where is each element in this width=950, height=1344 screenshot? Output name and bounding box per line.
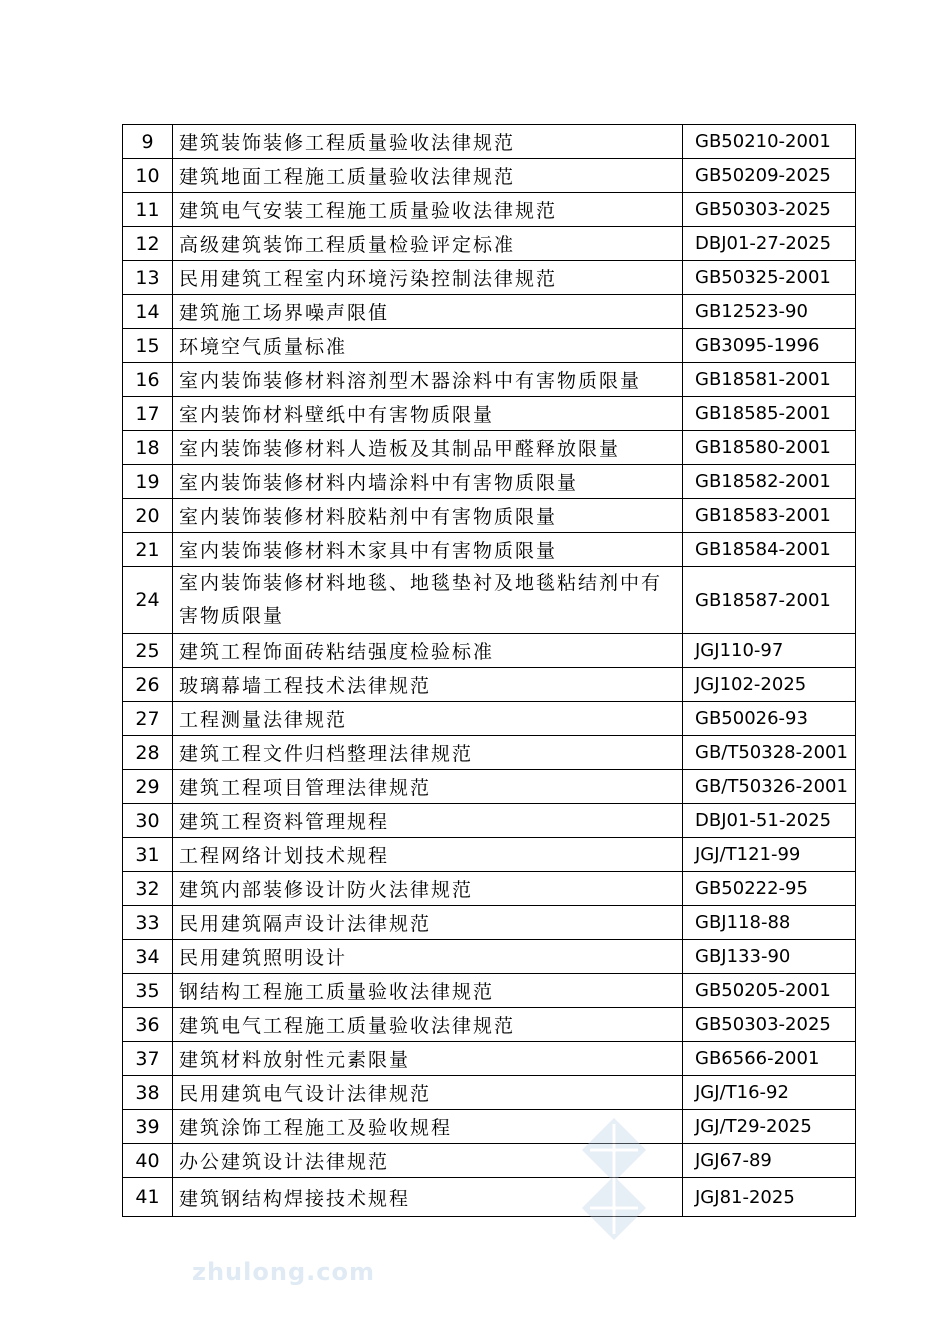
standard-name: 建筑材料放射性元素限量 xyxy=(173,1042,683,1076)
standard-code: GB50222-95 xyxy=(683,872,856,906)
table-row xyxy=(123,397,856,431)
row-number: 33 xyxy=(123,906,173,940)
table-row xyxy=(123,736,856,770)
standard-code: JGJ/T29-2025 xyxy=(683,1110,856,1144)
table-row xyxy=(123,634,856,668)
row-number: 20 xyxy=(123,499,173,533)
row-number: 31 xyxy=(123,838,173,872)
table-row xyxy=(123,974,856,1008)
standard-name: 室内装饰材料壁纸中有害物质限量 xyxy=(173,397,683,431)
table-row xyxy=(123,668,856,702)
standard-code: GB18581-2001 xyxy=(683,363,856,397)
standard-code: JGJ102-2025 xyxy=(683,668,856,702)
table-row xyxy=(123,125,856,159)
standard-name: 建筑电气工程施工质量验收法律规范 xyxy=(173,1008,683,1042)
standard-code: GB18587-2001 xyxy=(683,567,856,634)
row-number: 21 xyxy=(123,533,173,567)
standard-code: GBJ118-88 xyxy=(683,906,856,940)
standard-code: GB50210-2001 xyxy=(683,125,856,159)
standard-code: GB18583-2001 xyxy=(683,499,856,533)
standard-name: 建筑工程资料管理规程 xyxy=(173,804,683,838)
standard-code: GB18585-2001 xyxy=(683,397,856,431)
standard-name: 建筑装饰装修工程质量验收法律规范 xyxy=(173,125,683,159)
standard-name: 办公建筑设计法律规范 xyxy=(173,1144,683,1178)
table-row xyxy=(123,363,856,397)
standard-name: 室内装饰装修材料内墙涂料中有害物质限量 xyxy=(173,465,683,499)
table-row xyxy=(123,329,856,363)
standard-name: 建筑内部装修设计防火法律规范 xyxy=(173,872,683,906)
row-number: 14 xyxy=(123,295,173,329)
standard-name: 建筑钢结构焊接技术规程 xyxy=(173,1178,683,1217)
table-row xyxy=(123,465,856,499)
row-number: 37 xyxy=(123,1042,173,1076)
standard-code: GB50325-2001 xyxy=(683,261,856,295)
table-row xyxy=(123,261,856,295)
standard-name: 室内装饰装修材料溶剂型木器涂料中有害物质限量 xyxy=(173,363,683,397)
standard-name: 工程测量法律规范 xyxy=(173,702,683,736)
standard-name: 建筑电气安装工程施工质量验收法律规范 xyxy=(173,193,683,227)
row-number: 39 xyxy=(123,1110,173,1144)
table-row xyxy=(123,193,856,227)
standard-code: GB6566-2001 xyxy=(683,1042,856,1076)
standard-name: 民用建筑照明设计 xyxy=(173,940,683,974)
standard-code: JGJ67-89 xyxy=(683,1144,856,1178)
row-number: 34 xyxy=(123,940,173,974)
standard-code: GB18584-2001 xyxy=(683,533,856,567)
row-number: 28 xyxy=(123,736,173,770)
standard-name: 建筑工程饰面砖粘结强度检验标准 xyxy=(173,634,683,668)
row-number: 9 xyxy=(123,125,173,159)
row-number: 25 xyxy=(123,634,173,668)
standard-name: 民用建筑隔声设计法律规范 xyxy=(173,906,683,940)
table-row xyxy=(123,770,856,804)
table-row xyxy=(123,1178,856,1217)
row-number: 41 xyxy=(123,1178,173,1217)
table-row xyxy=(123,567,856,634)
table-row xyxy=(123,533,856,567)
table-row xyxy=(123,295,856,329)
standard-code: GBJ133-90 xyxy=(683,940,856,974)
standard-code: GB18582-2001 xyxy=(683,465,856,499)
standard-name: 环境空气质量标准 xyxy=(173,329,683,363)
row-number: 15 xyxy=(123,329,173,363)
row-number: 13 xyxy=(123,261,173,295)
table-row xyxy=(123,1042,856,1076)
row-number: 12 xyxy=(123,227,173,261)
row-number: 35 xyxy=(123,974,173,1008)
standard-code: GB50205-2001 xyxy=(683,974,856,1008)
standard-code: GB/T50326-2001 xyxy=(683,770,856,804)
standard-name: 建筑工程文件归档整理法律规范 xyxy=(173,736,683,770)
table-row xyxy=(123,702,856,736)
table-row xyxy=(123,159,856,193)
row-number: 24 xyxy=(123,567,173,634)
row-number: 32 xyxy=(123,872,173,906)
watermark-logo-icon xyxy=(578,1114,650,1244)
table-row xyxy=(123,431,856,465)
standard-name: 民用建筑工程室内环境污染控制法律规范 xyxy=(173,261,683,295)
standard-code: DBJ01-27-2025 xyxy=(683,227,856,261)
standard-name: 玻璃幕墙工程技术法律规范 xyxy=(173,668,683,702)
table-row xyxy=(123,227,856,261)
standard-code: GB50026-93 xyxy=(683,702,856,736)
standard-name: 建筑涂饰工程施工及验收规程 xyxy=(173,1110,683,1144)
row-number: 11 xyxy=(123,193,173,227)
row-number: 38 xyxy=(123,1076,173,1110)
row-number: 17 xyxy=(123,397,173,431)
watermark-text: zhulong.com xyxy=(192,1258,375,1286)
table-row xyxy=(123,1110,856,1144)
standard-name: 室内装饰装修材料木家具中有害物质限量 xyxy=(173,533,683,567)
standard-name: 室内装饰装修材料胶粘剂中有害物质限量 xyxy=(173,499,683,533)
standard-name: 室内装饰装修材料人造板及其制品甲醛释放限量 xyxy=(173,431,683,465)
table-row xyxy=(123,872,856,906)
standard-code: GB3095-1996 xyxy=(683,329,856,363)
table-row xyxy=(123,838,856,872)
standard-code: DBJ01-51-2025 xyxy=(683,804,856,838)
table-row xyxy=(123,499,856,533)
row-number: 27 xyxy=(123,702,173,736)
standard-name: 钢结构工程施工质量验收法律规范 xyxy=(173,974,683,1008)
row-number: 29 xyxy=(123,770,173,804)
standard-code: JGJ81-2025 xyxy=(683,1178,856,1217)
table-row xyxy=(123,1008,856,1042)
standard-name: 室内装饰装修材料地毯、地毯垫衬及地毯粘结剂中有害物质限量 xyxy=(173,567,683,634)
row-number: 19 xyxy=(123,465,173,499)
standard-name: 民用建筑电气设计法律规范 xyxy=(173,1076,683,1110)
row-number: 30 xyxy=(123,804,173,838)
standard-code: GB12523-90 xyxy=(683,295,856,329)
table-row xyxy=(123,1144,856,1178)
row-number: 26 xyxy=(123,668,173,702)
table-row xyxy=(123,804,856,838)
row-number: 40 xyxy=(123,1144,173,1178)
standard-code: JGJ/T121-99 xyxy=(683,838,856,872)
standard-code: JGJ/T16-92 xyxy=(683,1076,856,1110)
table-row xyxy=(123,906,856,940)
standard-name: 建筑工程项目管理法律规范 xyxy=(173,770,683,804)
standard-code: JGJ110-97 xyxy=(683,634,856,668)
table-row xyxy=(123,1076,856,1110)
standard-code: GB50303-2025 xyxy=(683,193,856,227)
standard-code: GB50303-2025 xyxy=(683,1008,856,1042)
standard-name: 工程网络计划技术规程 xyxy=(173,838,683,872)
row-number: 10 xyxy=(123,159,173,193)
standard-code: GB18580-2001 xyxy=(683,431,856,465)
standard-code: GB/T50328-2001 xyxy=(683,736,856,770)
table-row xyxy=(123,940,856,974)
row-number: 16 xyxy=(123,363,173,397)
standard-name: 高级建筑装饰工程质量检验评定标准 xyxy=(173,227,683,261)
standard-name: 建筑地面工程施工质量验收法律规范 xyxy=(173,159,683,193)
row-number: 36 xyxy=(123,1008,173,1042)
standard-code: GB50209-2025 xyxy=(683,159,856,193)
standard-name: 建筑施工场界噪声限值 xyxy=(173,295,683,329)
row-number: 18 xyxy=(123,431,173,465)
standards-table xyxy=(122,124,856,1217)
